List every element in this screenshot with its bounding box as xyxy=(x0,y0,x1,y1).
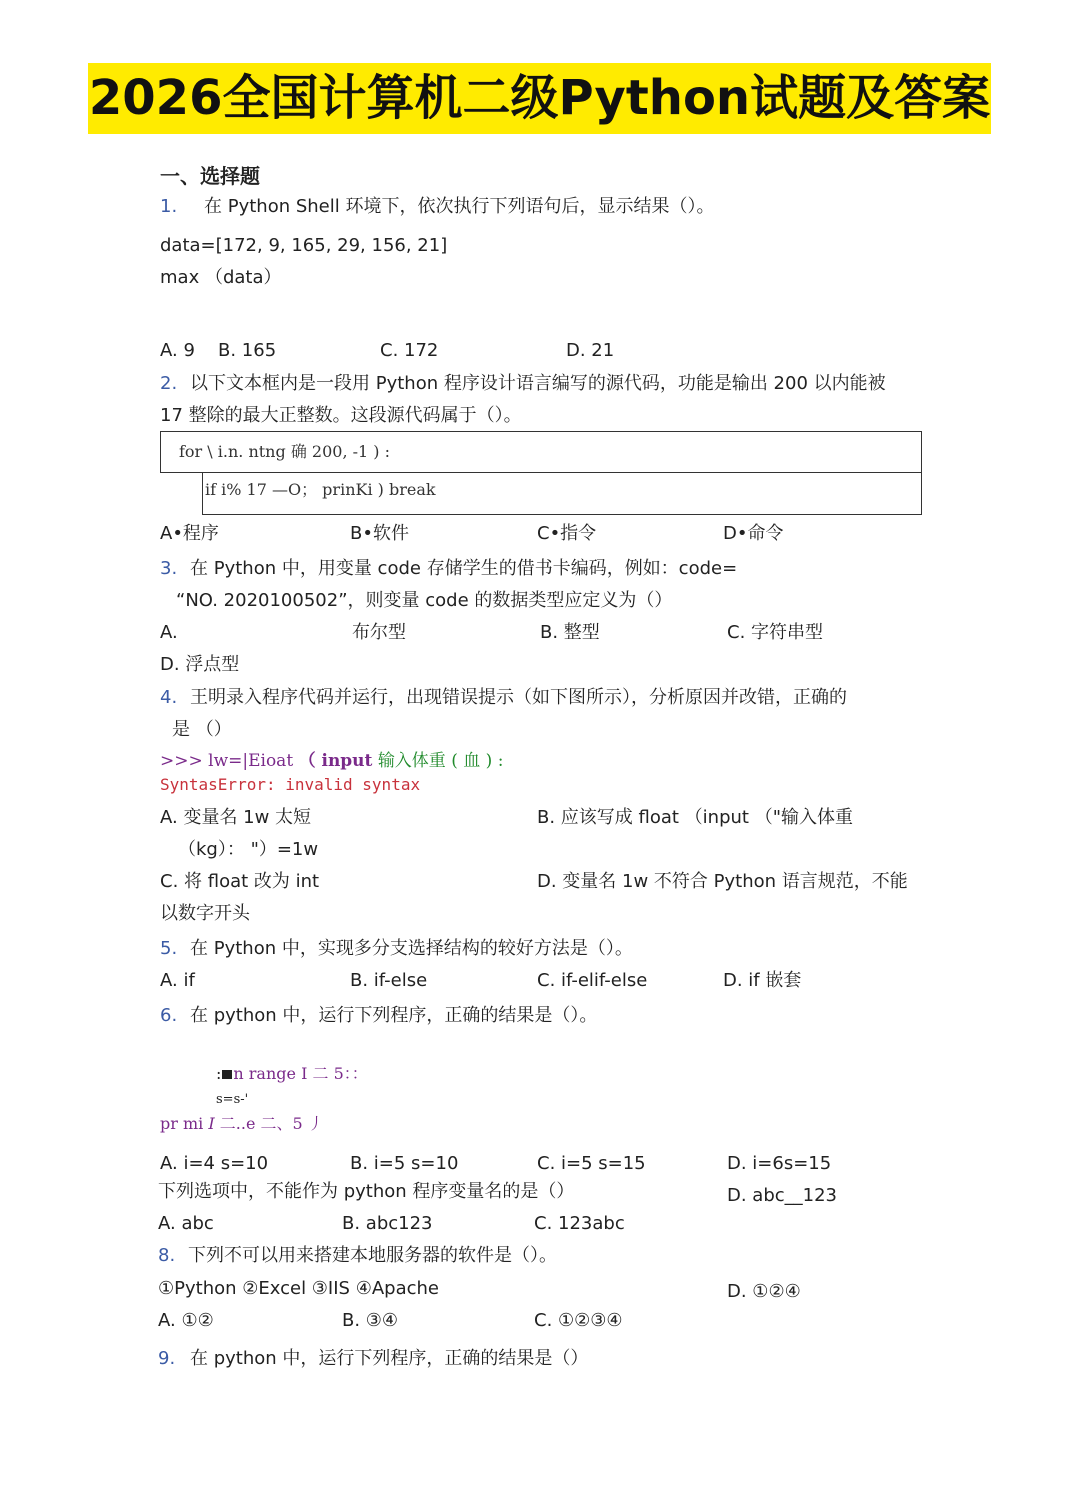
q4-option-b-line1: B. 应该写成 float （input （"输入体重 xyxy=(537,807,853,828)
q4-option-c: C. 将 float 改为 int xyxy=(160,871,320,892)
q6-option-d: D. i=6s=15 xyxy=(727,1153,832,1174)
q6-code-block-glyph xyxy=(222,1070,232,1079)
q2-text-line2: 17 整除的最大正整数。这段源代码属于（）。 xyxy=(160,405,522,426)
q2-option-b: B•软件 xyxy=(350,523,409,544)
q1-number: 1. xyxy=(160,196,178,217)
q4-code-prompt: >>> lw=|Eioat xyxy=(160,751,294,771)
q1-option-d: D. 21 xyxy=(566,340,615,361)
q6-code-line3-b: I xyxy=(208,1114,215,1133)
q2-option-d: D•命令 xyxy=(723,523,784,544)
q4-code-input: （ input xyxy=(298,751,373,771)
q3-option-d: D. 浮点型 xyxy=(160,654,240,675)
q3-text-line1: 在 Python 中，用变量 code 存储学生的借书卡编码，例如：code= xyxy=(190,558,738,579)
q6-number: 6. xyxy=(160,1005,178,1026)
q3-option-c: C. 字符串型 xyxy=(727,622,824,643)
q4-code-line xyxy=(160,749,503,773)
q1-option-b: B. 165 xyxy=(218,340,277,361)
q6-code-line3-c: 二..e 二、5 丿 xyxy=(219,1114,324,1133)
q3-option-b: B. 整型 xyxy=(540,622,600,643)
q6-code-line1-c: I 二 5：： xyxy=(301,1064,368,1083)
q8-items: ①Python ②Excel ③IIS ④Apache xyxy=(158,1278,439,1299)
page-title: 2026全国计算机二级Python试题及答案 xyxy=(88,70,991,126)
q3-number: 3. xyxy=(160,558,178,579)
q1-code-line1: data=[172, 9, 165, 29, 156, 21] xyxy=(160,235,448,256)
q5-option-b: B. if-else xyxy=(350,970,428,991)
q6-text: 在 python 中，运行下列程序，正确的结果是（）。 xyxy=(190,1005,598,1026)
q6-code-line3 xyxy=(160,1112,324,1136)
q4-text-line1: 王明录入程序代码并运行，出现错误提示（如下图所示），分析原因并改错，正确的 xyxy=(190,687,847,708)
q3-option-a-text: 布尔型 xyxy=(352,622,406,643)
q4-option-a: A. 变量名 1w 太短 xyxy=(160,807,312,828)
q1-text: 在 Python Shell 环境下，依次执行下列语句后，显示结果（）。 xyxy=(204,196,715,217)
q6-code-line3-a: pr mi xyxy=(160,1114,204,1133)
q1-option-a: A. 9 xyxy=(160,340,195,361)
q4-text-line2: 是 （） xyxy=(172,719,232,740)
q2-option-a: A•程序 xyxy=(160,523,219,544)
q2-text-line1: 以下文本框内是一段用 Python 程序设计语言编写的源代码，功能是输出 200 以内能被 xyxy=(190,373,886,394)
q9-text: 在 python 中，运行下列程序，正确的结果是（） xyxy=(190,1348,589,1369)
q7-text: 下列选项中，不能作为 python 程序变量名的是（） xyxy=(158,1181,575,1202)
q8-option-c: C. ①②③④ xyxy=(534,1310,623,1331)
q2-code-box-inner xyxy=(202,472,922,515)
section-title: 一、选择题 xyxy=(160,164,260,188)
q6-code-line2: s=s-' xyxy=(216,1092,249,1107)
q6-option-c: C. i=5 s=15 xyxy=(537,1153,646,1174)
q2-code-line2: if i% 17 —O； prinKi ) break xyxy=(205,480,436,499)
q5-option-c: C. if-elif-else xyxy=(537,970,648,991)
q6-option-b: B. i=5 s=10 xyxy=(350,1153,459,1174)
q5-text: 在 Python 中，实现多分支选择结构的较好方法是（）。 xyxy=(190,938,633,959)
q7-option-c: C. 123abc xyxy=(534,1213,625,1234)
q1-code-line2: max （data） xyxy=(160,267,282,288)
title-banner xyxy=(88,63,991,134)
q8-option-d: D. ①②④ xyxy=(727,1281,801,1302)
q2-code-line1: for \ i.n. ntng 确 200, -1 ) : xyxy=(179,442,391,461)
q4-option-d-line2: 以数字开头 xyxy=(160,903,250,924)
q8-option-b: B. ③④ xyxy=(342,1310,399,1331)
q7-option-d: D. abc__123 xyxy=(727,1185,838,1206)
q4-option-d-line1: D. 变量名 1w 不符合 Python 语言规范，不能 xyxy=(537,871,908,892)
q8-option-a: A. ①② xyxy=(158,1310,214,1331)
q6-option-a: A. i=4 s=10 xyxy=(160,1153,269,1174)
q3-text-line2: “NO. 2020100502”，则变量 code 的数据类型应定义为（） xyxy=(176,590,673,611)
q8-text: 下列不可以用来搭建本地服务器的软件是（）。 xyxy=(188,1245,557,1266)
q5-number: 5. xyxy=(160,938,178,959)
q6-code-line1-b: n range xyxy=(233,1064,296,1083)
q7-option-b: B. abc123 xyxy=(342,1213,433,1234)
q4-number: 4. xyxy=(160,687,178,708)
q6-code-line1 xyxy=(216,1062,368,1086)
q2-option-c: C•指令 xyxy=(537,523,597,544)
q5-option-a: A. if xyxy=(160,970,195,991)
q4-code-zh: 输入体重 ( 血 ) : xyxy=(377,751,504,771)
q4-error: SyntasError: invalid syntax xyxy=(160,775,421,794)
q2-number: 2. xyxy=(160,373,178,394)
q8-number: 8. xyxy=(158,1245,176,1266)
q5-option-d: D. if 嵌套 xyxy=(723,970,802,991)
q1-option-c: C. 172 xyxy=(380,340,439,361)
q2-code-box-outer xyxy=(160,431,922,473)
q6-code-line1-a: : xyxy=(216,1064,222,1083)
q3-option-a: A. xyxy=(160,622,178,643)
q7-option-a: A. abc xyxy=(158,1213,214,1234)
q4-option-b-line2: （kg）： "）=1w xyxy=(178,839,319,860)
q9-number: 9. xyxy=(158,1348,176,1369)
